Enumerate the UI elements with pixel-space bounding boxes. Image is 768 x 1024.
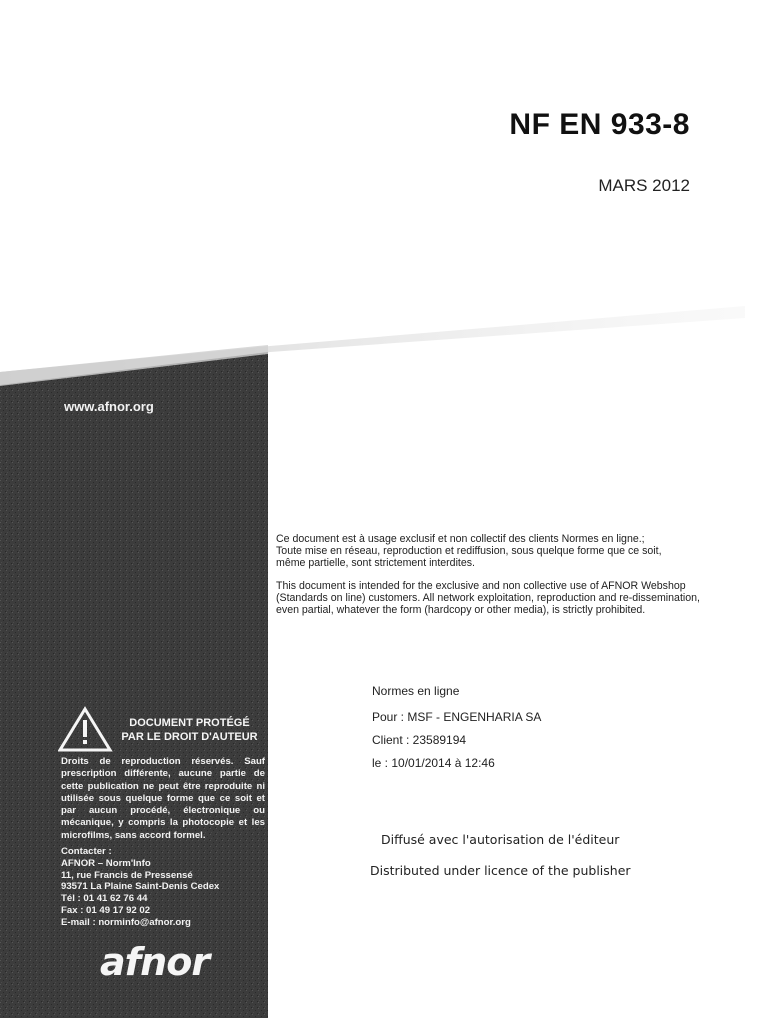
- distribution-client-name: Pour : MSF - ENGENHARIA SA: [372, 710, 542, 724]
- contact-tel: Tél : 01 41 62 76 44: [61, 893, 148, 905]
- contact-city: 93571 La Plaine Saint-Denis Cedex: [61, 881, 220, 893]
- rights-text: Droits de reproduction réservés. Sauf prescription différente, aucune partie de cette publication ne peut être reproduite ni utilisée sous quelque forme que ce soit et par aucun procédé, électronique ou mécanique, y compris la photocopie et les microfilms, sans accord formel.: [61, 756, 265, 841]
- distribution-timestamp: le : 10/01/2014 à 12:46: [372, 756, 495, 770]
- contact-label: Contacter :: [61, 846, 112, 857]
- contact-street: 11, rue Francis de Pressensé: [61, 869, 193, 881]
- afnor-logo: afnor: [100, 940, 210, 984]
- contact-org: AFNOR – Norm'Info: [61, 857, 151, 869]
- publication-date: MARS 2012: [598, 176, 690, 195]
- contact-block: [61, 846, 271, 929]
- notice-english: This document is intended for the exclusive and non collective use of AFNOR Webshop (Standards on line) customers. All network exploitation, reproduction and re-dissemination, even partial, whatever the form (hardcopy or other media), is strictly prohibited.: [276, 580, 700, 616]
- licence-english: Distributed under licence of the publisher: [370, 863, 631, 878]
- website-link[interactable]: www.afnor.org: [64, 399, 154, 414]
- distribution-client-id: Client : 23589194: [372, 733, 467, 747]
- distribution-service: Normes en ligne: [372, 684, 460, 698]
- contact-email[interactable]: E-mail : norminfo@afnor.org: [61, 916, 191, 928]
- notice-french: Ce document est à usage exclusif et non collectif des clients Normes en ligne.; Toute mise en réseau, reproduction et rediffusion, sous quelque forme que ce soit, même partielle, sont strictement interdites.: [276, 533, 662, 569]
- contact-fax: Fax : 01 49 17 92 02: [61, 904, 151, 916]
- licence-french: Diffusé avec l'autorisation de l'éditeur: [381, 832, 620, 847]
- copyright-warning-title: DOCUMENT PROTÉGÉ PAR LE DROIT D'AUTEUR: [121, 717, 258, 743]
- standard-number: NF EN 933-8: [509, 108, 690, 141]
